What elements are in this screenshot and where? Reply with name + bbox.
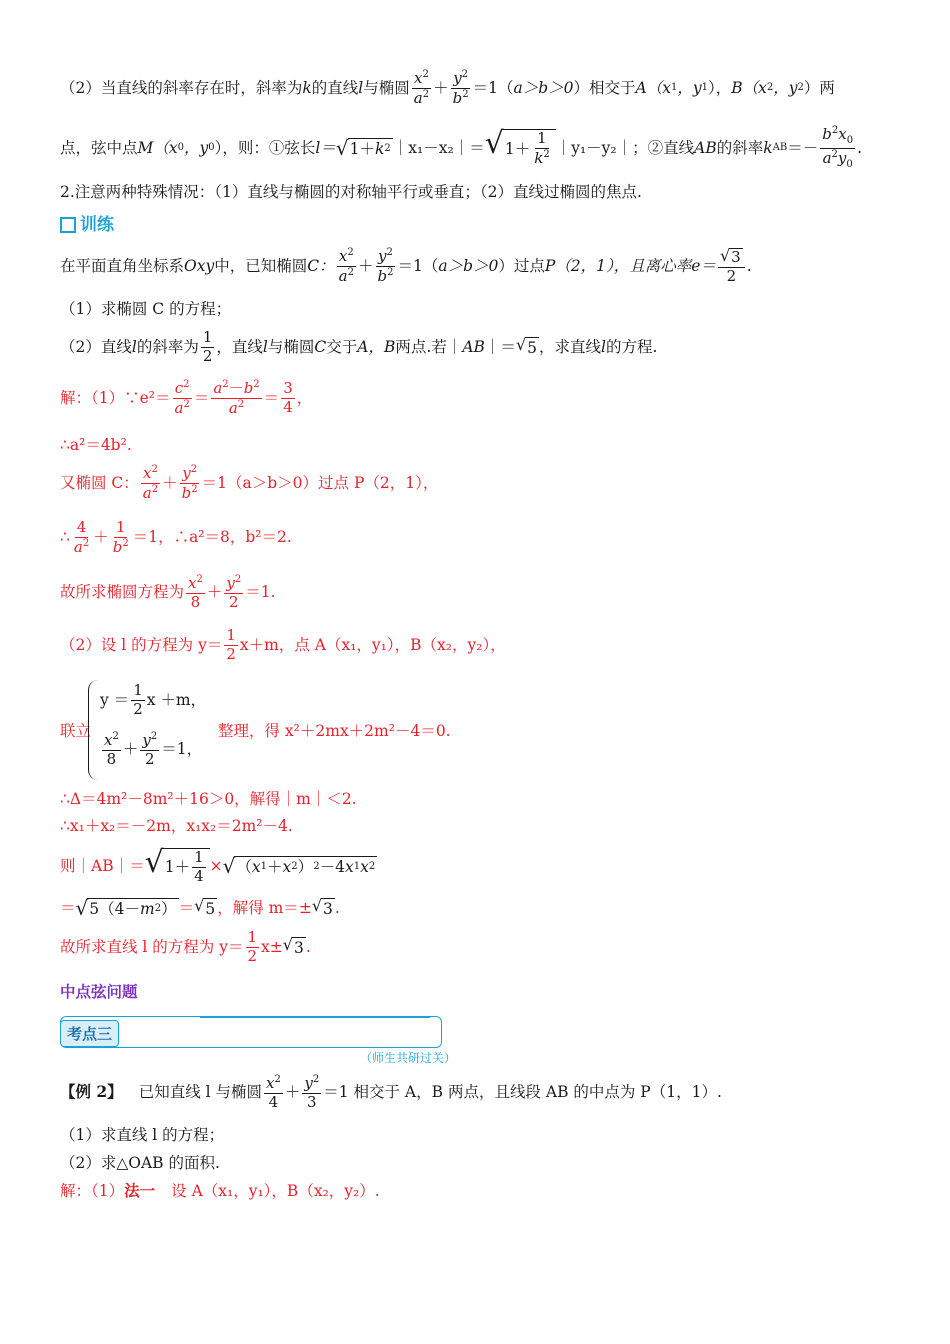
solution-line-7-result: 整理，得 x²＋2mx＋2m²－4＝0. xyxy=(218,722,451,740)
example-2-q2: （2）求△OAB 的面积. xyxy=(60,1154,220,1172)
summary-line-3: 2.注意两种特殊情况：（1）直线与椭圆的对称轴平行或垂直；（2）直线过椭圆的焦点. xyxy=(60,183,642,201)
example-2-solution: 解：（1） 法一 设 A（x₁，y₁），B（x₂，y₂）. xyxy=(60,1181,380,1200)
kaodian-subtitle: （师生共研过关） xyxy=(360,1051,457,1065)
solution-line-12: 故所求直线 l 的方程为 y＝ $\frac{1}{2}$ x± √ 3 . xyxy=(60,928,311,965)
solution-line-11: ＝ √ 5（4－ m 2 ） ＝ √ 5 ，解得 m＝± √ 3 . xyxy=(60,896,340,920)
kaodian-badge: 考点三 xyxy=(60,1020,119,1047)
training-icon xyxy=(60,217,76,233)
solution-line-5: 故所求椭圆方程为 $\frac{x^2}{8}$ ＋ $\frac{y^2}{2}$ ＝1. xyxy=(60,574,276,611)
training-line-2: （1）求椭圆 C 的方程； xyxy=(60,300,232,318)
training-header: 训练 xyxy=(60,215,114,235)
section-title: 中点弦问题 xyxy=(60,983,138,1001)
solution-line-4: ∴ $\frac{4}{a^2}$ ＋ $\frac{1}{b^2}$ ＝1，∴a²＝8，b²＝2. xyxy=(60,518,292,556)
training-line-1: 在平面直角坐标系 Oxy 中，已知椭圆 C： $\frac{x^2}{a^2}$ ＋ $\frac{y^2}{b^2}$ ＝1（ a＞b＞0 ）过点 P（2，1），且离心率 e＝ √ 3 2 . xyxy=(60,246,752,285)
solution-line-8: ∴Δ＝4m²－8m²＋16＞0，解得｜m｜＜2. xyxy=(60,790,357,808)
system-row-1: y ＝ $\frac{1}{2}$ x ＋m， xyxy=(100,681,207,718)
solution-line-10: 则｜AB｜＝ √ 1＋ $\frac{1}{4}$ × √ （ x 1 ＋ x 2 ） 2 －4 x 1 x 2 xyxy=(60,845,376,885)
kaodian-arrow xyxy=(200,1017,430,1018)
solution-line-7-label: 联立 xyxy=(60,722,92,740)
solution-line-2: ∴a²＝4b². xyxy=(60,436,132,454)
system-row-2: $\frac{x^2}{8}$ ＋ $\frac{y^2}{2}$ ＝1， xyxy=(104,731,203,768)
summary-line-1: （2）当直线的斜率存在时，斜率为 k 的直线 l 与椭圆 $\frac{x^2}{a^2}$ ＋ $\frac{y^2}{b^2}$ ＝1（ a＞b＞0 ）相交于 A（x 1 ，y 1 ）， B（x 2 ，y 2 ）两 xyxy=(60,69,835,107)
solution-line-9: ∴x₁＋x₂＝－2m，x₁x₂＝2m²－4. xyxy=(60,817,293,835)
solution-line-3: 又椭圆 C： $\frac{x^2}{a^2}$ ＋ $\frac{y^2}{b^2}$ ＝1（a＞b＞0）过点 P（2，1）， xyxy=(60,464,439,502)
system-brace xyxy=(88,680,99,780)
solution-line-1: 解：（1）∵e²＝ $\frac{c^2}{a^2}$ ＝ $\frac{a^2-b^2}{a^2}$ ＝ $\frac{3}{4}$ ， xyxy=(60,379,313,417)
example-2-line-1: 【例 2】 已知直线 l 与椭圆 $\frac{x^2}{4}$ ＋ $\frac{y^2}{3}$ ＝1 相交于 A，B 两点，且线段 AB 的中点为 P（1，1）. xyxy=(60,1074,722,1111)
solution-line-6: （2）设 l 的方程为 y＝ $\frac{1}{2}$ x＋m，点 A（x₁，y₁），B（x₂，y₂）， xyxy=(60,626,506,663)
summary-line-2: 点，弦中点 M（x 0 ，y 0 ），则：①弦长 l＝ √ 1＋ k 2 ｜x₁－x₂｜＝ √ 1＋ $\frac{1}{k^2}$ ｜y₁－y₂｜；②直线 AB 的斜率 k AB ＝－ $\frac{b^2x_0}{a^2y_0}$ . xyxy=(60,125,863,170)
training-line-3: （2）直线 l 的斜率为 $\frac{1}{2}$ ，直线 l 与椭圆 C 交于 A，B 两点.若｜ AB ｜＝ √ 5 ，求直线 l 的方程. xyxy=(60,328,658,365)
example-2-q1: （1）求直线 l 的方程； xyxy=(60,1126,225,1144)
